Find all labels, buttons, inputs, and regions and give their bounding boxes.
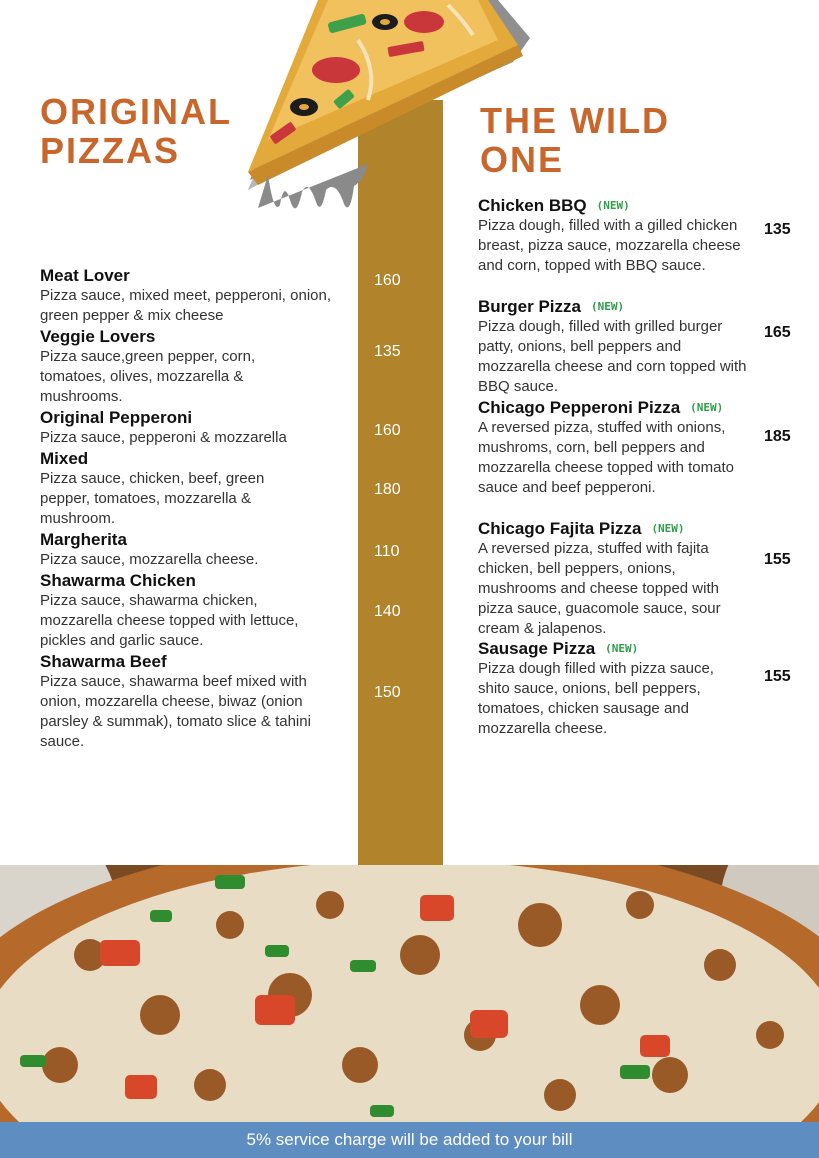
- item-name-text: Sausage Pizza: [478, 639, 596, 658]
- new-badge: (NEW): [651, 522, 685, 535]
- item-name: Shawarma Chicken: [40, 571, 196, 590]
- item-price: 135: [374, 343, 401, 360]
- new-badge: (NEW): [596, 199, 630, 212]
- item-description: A reversed pizza, stuffed with onions, mushroms, corn, bell peppers and mozzarella cheese topped with tomato sauce and beef pepperoni.: [478, 419, 734, 496]
- item-price: 185: [764, 428, 791, 445]
- item-description: Pizza dough, filled with grilled burger patty, onions, bell peppers and mozzarella cheese and corn topped with BBQ sauce.: [478, 318, 747, 395]
- item-description: Pizza sauce,green pepper, corn, tomatoes, olives, mozzarella & mushrooms.: [40, 348, 256, 405]
- item-name: Original Pepperoni: [40, 408, 193, 427]
- item-price: 160: [374, 422, 401, 439]
- item-name: [478, 297, 748, 317]
- item-name: [478, 196, 748, 216]
- item-name: [478, 519, 753, 539]
- item-name-text: Chicago Pepperoni Pizza: [478, 398, 681, 417]
- original-pizzas-title: ORIGINAL PIZZAS: [40, 91, 232, 171]
- service-charge-footer: 5% service charge will be added to your bill: [0, 1122, 819, 1158]
- item-name: [478, 639, 743, 659]
- menu-item-sausage-pizza: [478, 639, 743, 739]
- wild-one-title: THE WILD ONE: [480, 100, 670, 180]
- menu-item-burger-pizza: [478, 297, 748, 397]
- item-name-text: Burger Pizza: [478, 297, 581, 316]
- new-badge: (NEW): [605, 642, 639, 655]
- item-description: A reversed pizza, stuffed with fajita chicken, bell peppers, onions, mushrooms and cheese topped with pizza sauce, guacomole sauce, sour cream & jalapenos.: [478, 540, 721, 637]
- new-badge: (NEW): [690, 401, 724, 414]
- menu-item-meat-lover: [40, 266, 340, 326]
- menu-item-chicago-fajita-pizza: [478, 519, 753, 639]
- item-price: 110: [374, 543, 400, 560]
- item-description: Pizza sauce, mozzarella cheese.: [40, 551, 259, 568]
- item-price: 135: [764, 221, 791, 238]
- item-description: Pizza sauce, chicken, beef, green pepper, tomatoes, mozzarella & mushroom.: [40, 470, 265, 527]
- item-description: Pizza sauce, pepperoni & mozzarella: [40, 429, 287, 446]
- menu-item-chicken-bbq: [478, 196, 748, 276]
- menu-item-margherita: [40, 530, 340, 570]
- item-description: Pizza dough, filled with a gilled chicken breast, pizza sauce, mozzarella cheese and corn, topped with BBQ sauce.: [478, 217, 741, 274]
- item-price: 180: [374, 481, 401, 498]
- new-badge: (NEW): [590, 300, 625, 313]
- item-name: Veggie Lovers: [40, 327, 156, 346]
- item-name-text: Chicken BBQ: [478, 196, 587, 215]
- item-price: 155: [764, 668, 791, 685]
- menu-item-original-pepperoni: [40, 408, 340, 448]
- menu-item-shawarma-beef: [40, 652, 335, 752]
- item-description: Pizza sauce, shawarma chicken, mozzarella cheese topped with lettuce, pickles and garlic sauce.: [40, 592, 299, 649]
- item-price: 140: [374, 603, 401, 620]
- menu-item-mixed: [40, 449, 310, 529]
- item-name: [478, 398, 743, 418]
- item-description: Pizza sauce, mixed meet, pepperoni, onion, green pepper & mix cheese: [40, 287, 331, 324]
- item-description: Pizza dough filled with pizza sauce, shito sauce, onions, bell peppers, tomatoes, chicken sausage and mozzarella cheese.: [478, 660, 714, 737]
- chicken-pizza-photo: [0, 865, 819, 1122]
- menu-item-veggie-lovers: [40, 327, 300, 407]
- item-price: 155: [764, 551, 791, 568]
- item-price: 165: [764, 324, 791, 341]
- menu-item-shawarma-chicken: [40, 571, 330, 651]
- item-price: 160: [374, 272, 401, 289]
- item-name-text: Chicago Fajita Pizza: [478, 519, 642, 538]
- menu-item-chicago-pepperoni-pizza: [478, 398, 743, 498]
- item-name: Margherita: [40, 530, 127, 549]
- item-name: Mixed: [40, 449, 89, 468]
- item-description: Pizza sauce, shawarma beef mixed with onion, mozzarella cheese, biwaz (onion parsley & summak), tomato slice & tahini sauce.: [40, 673, 311, 750]
- item-name: Meat Lover: [40, 266, 130, 285]
- item-name: Shawarma Beef: [40, 652, 167, 671]
- item-price: 150: [374, 684, 401, 701]
